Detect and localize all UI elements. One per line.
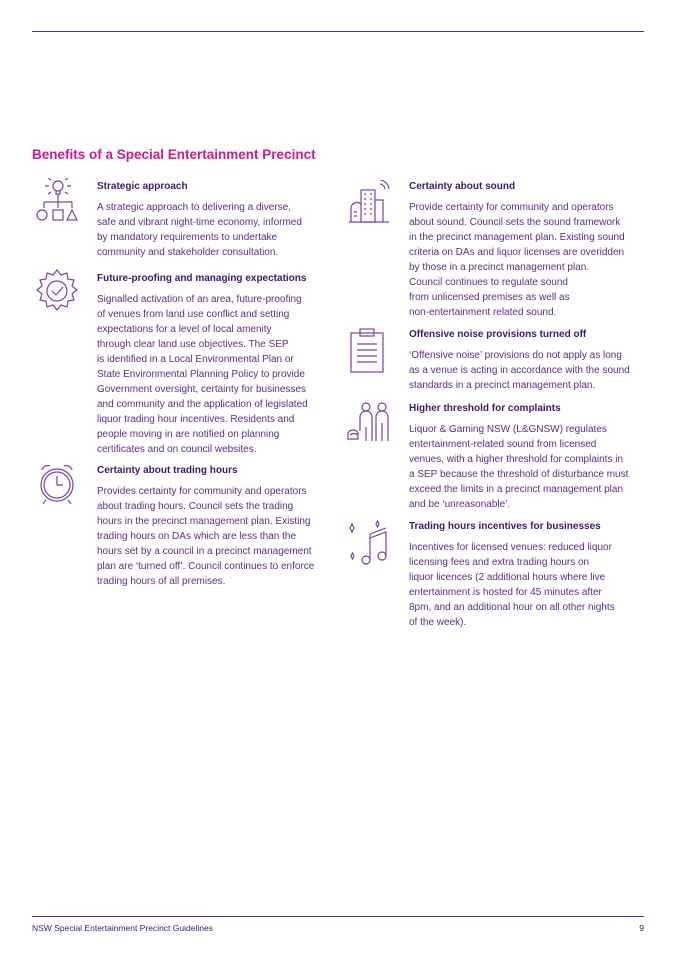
- benefit-heading: Strategic approach: [97, 181, 188, 192]
- benefit-body: A strategic approach to delivering a diverse, safe and vibrant night-time economy, informed by mandatory requirements to undertake community and stakeholder consultation.: [97, 202, 302, 258]
- benefit-strategic-approach: [97, 180, 332, 260]
- benefit-heading: Higher threshold for complaints: [409, 403, 561, 414]
- benefit-heading: Future-proofing and managing expectations: [97, 273, 307, 284]
- gear-check-icon: [34, 268, 80, 314]
- benefit-body: Liquor & Gaming NSW (L&GNSW) regulates entertainment-related sound from licensed venues, with a higher threshold for complaints in a SEP because the threshold of disturbance must exceed the limits in a precinct management plan and be ‘unreasonable’.: [409, 424, 629, 510]
- benefit-heading: Certainty about sound: [409, 181, 516, 192]
- benefit-body: Incentives for licensed venues: reduced liquor licensing fees and extra trading hours on liquor licences (2 additional hours where live entertainment is hosted for 45 minutes after 8pm, and an additional hour on all other nights of the week).: [409, 542, 615, 628]
- benefit-certainty-sound: [409, 180, 644, 320]
- benefit-heading: Certainty about trading hours: [97, 465, 238, 476]
- benefit-offensive-noise: [409, 328, 644, 393]
- benefit-heading: Trading hours incentives for businesses: [409, 521, 601, 532]
- bottom-divider: [32, 916, 644, 917]
- top-divider: [32, 31, 644, 32]
- benefit-heading: Offensive noise provisions turned off: [409, 329, 587, 340]
- music-notes-icon: [346, 520, 390, 566]
- benefit-body: Signalled activation of an area, future-proofing of venues from land use conflict and setting expectations for a level of local amenity through clear land use objectives. The SEP is identified in a Local Environmental Plan or State Environmental Planning Policy to provide Government oversight, certainty for businesses and community and the application of legislated liquor trading hour incentives. Residents and people moving in are notified on planning certificates and on council websites.: [97, 294, 308, 455]
- benefit-trading-hours: [97, 464, 332, 589]
- benefit-body: ‘Offensive noise’ provisions do not apply as long as a venue is acting in accordance with the sound standards in a precinct management plan.: [409, 350, 630, 391]
- section-title: Benefits of a Special Entertainment Precinct: [32, 147, 316, 162]
- benefit-body: Provides certainty for community and operators about trading hours. Council sets the trading hours in the precinct management plan. Existing trading hours on DAs which are less than the hours set by a council in a precinct management plan are ‘turned off’. Council continues to enforce trading hours of all premises.: [97, 486, 315, 587]
- footer-title: NSW Special Entertainment Precinct Guidelines: [32, 923, 213, 933]
- lightbulb-shapes-icon: [36, 178, 80, 224]
- people-complaint-icon: [346, 401, 390, 445]
- benefit-complaints: [409, 402, 644, 512]
- alarm-clock-icon: [36, 462, 78, 506]
- building-sound-icon: [347, 180, 391, 224]
- clipboard-icon: [349, 328, 385, 374]
- benefit-body: Provide certainty for community and operators about sound. Council sets the sound framework in the precinct management plan. Existing sound criteria on DAs and liquor licenses are overidden by those in a precinct management plan. Council continues to regulate sound from unlicensed premises as well as non-entertainment related sound.: [409, 202, 625, 318]
- benefit-future-proofing: [97, 272, 332, 457]
- benefit-trading-incentives: [409, 520, 644, 630]
- page-number: 9: [639, 923, 644, 933]
